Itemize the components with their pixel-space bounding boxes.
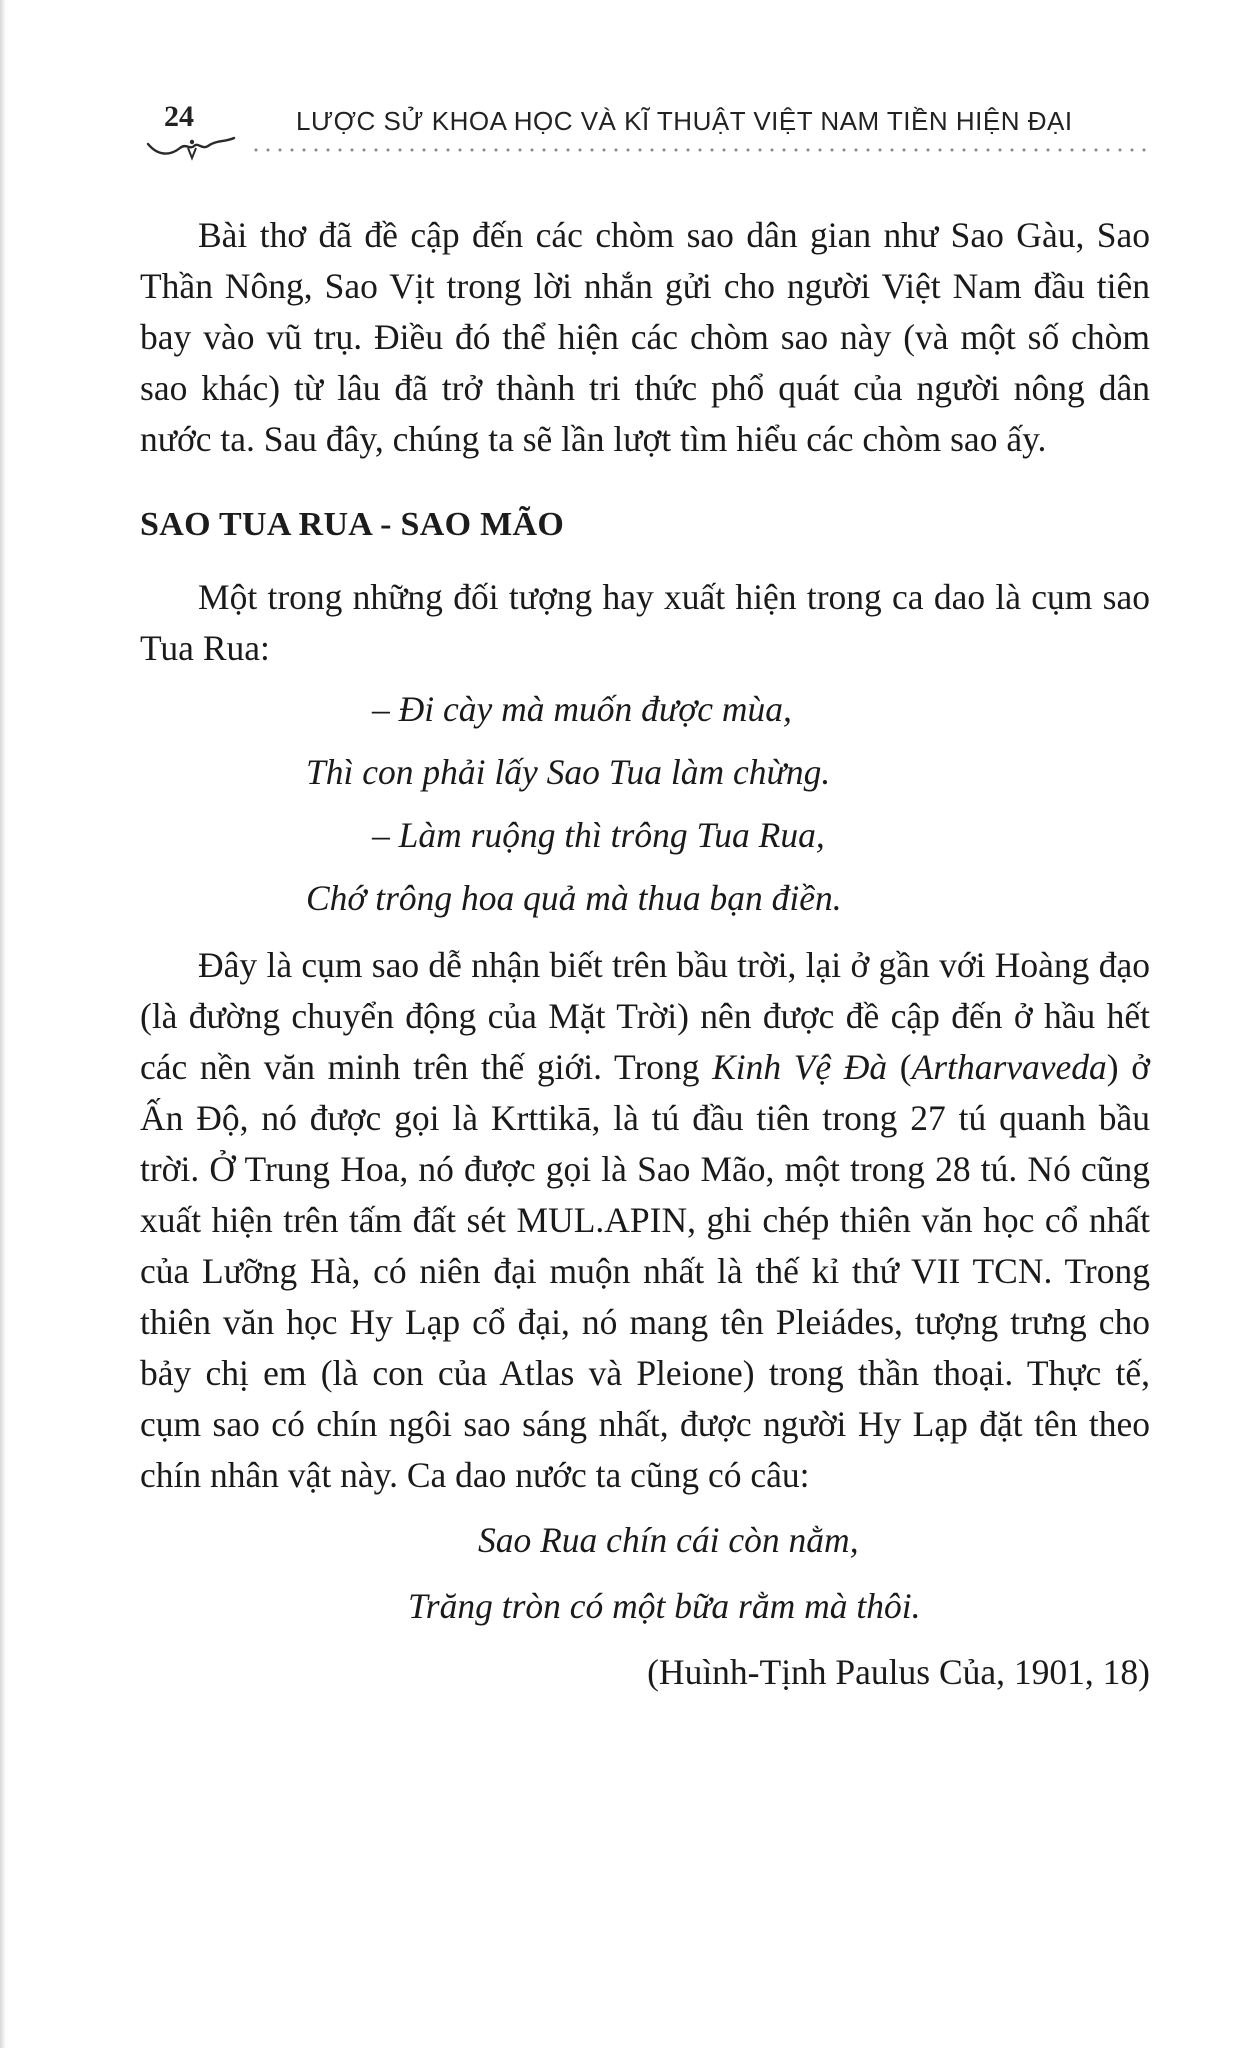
body-text	[140, 210, 1150, 1701]
italic-title: Kinh Vệ Đà	[712, 1047, 888, 1087]
citation: (Huình-Tịnh Paulus Của, 1901, 18)	[647, 1652, 1150, 1692]
verse-block-1	[140, 678, 1150, 930]
dotted-header-rule	[250, 148, 1150, 152]
intro-paragraph: Bài thơ đã đề cập đến các chòm sao dân gian như Sao Gàu, Sao Thần Nông, Sao Vịt trong lời nhắn gửi cho người Việt Nam đầu tiên bay vào vũ trụ. Điều đó thể hiện các chòm sao này (và một số chòm sao khác) từ lâu đã trở thành tri thức phổ quát của người nông dân nước ta. Sau đây, chúng ta sẽ lần lượt tìm hiểu các chòm sao ấy.	[140, 215, 1150, 459]
paragraph-text: (	[887, 1047, 912, 1087]
paragraph-text: Đây là cụm sao dễ nhận biết trên bầu trời, lại ở gần với Hoàng đạo (là đường chuyển động của Mặt Trời) nên được đề cập đến ở hầu hết các nền văn minh trên thế giới. Trong	[140, 945, 1150, 1087]
paragraph-tua-rua-intro: Một trong những đối tượng hay xuất hiện trong ca dao là cụm sao Tua Rua:	[140, 577, 1150, 668]
verse-line: – Làm ruộng thì trông Tua Rua,	[372, 815, 825, 855]
verse-line: Sao Rua chín cái còn nằm,	[478, 1520, 859, 1560]
italic-title: Artharvaveda	[911, 1047, 1107, 1087]
verse-line: – Đi cày mà muốn được mùa,	[372, 689, 792, 729]
verse-line: Chớ trông hoa quả mà thua bạn điền.	[306, 878, 842, 918]
running-title: LƯỢC SỬ KHOA HỌC VÀ KĨ THUẬT VIỆT NAM TIỀN HIỆN ĐẠI	[296, 106, 1073, 136]
paragraph-text: ) ở Ấn Độ, nó được gọi là Krttikā, là tú đầu tiên trong 27 tú quanh bầu trời. Ở Trung Hoa, nó được gọi là Sao Mão, một trong 28 tú. Nó cũng xuất hiện trên tấm đất sét MUL.APIN, ghi chép thiên văn học cổ nhất của Lưỡng Hà, có niên đại muộn nhất là thế kỉ thứ VII TCN. Trong thiên văn học Hy Lạp cổ đại, nó mang tên Pleiádes, tượng trưng cho bảy chị em (là con của Atlas và Pleione) trong thần thoại. Thực tế, cụm sao có chín ngôi sao sáng nhất, được người Hy Lạp đặt tên theo chín nhân vật này. Ca dao nước ta cũng có câu:	[140, 1047, 1150, 1495]
verse-block-2	[140, 1507, 1150, 1639]
paragraph-pleiades	[140, 940, 1150, 1501]
flourish-ornament-icon	[144, 134, 240, 162]
page-number: 24	[164, 100, 194, 133]
verse-line: Trăng tròn có một bữa rằm mà thôi.	[408, 1586, 921, 1626]
running-header	[140, 100, 1150, 160]
section-heading: SAO TUA RUA - SAO MÃO	[140, 506, 565, 543]
binding-edge	[0, 0, 6, 2048]
verse-line: Thì con phải lấy Sao Tua làm chừng.	[306, 752, 831, 792]
